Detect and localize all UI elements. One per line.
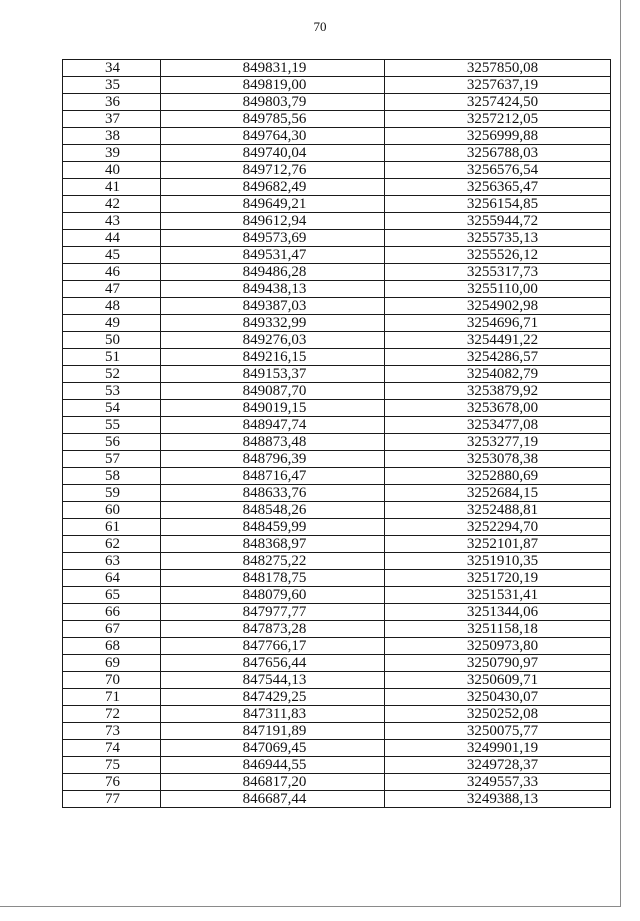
y-coordinate-cell: 3252294,70 <box>385 519 611 536</box>
point-number-cell: 73 <box>63 723 161 740</box>
x-coordinate-cell: 848633,76 <box>161 485 385 502</box>
point-number-cell: 58 <box>63 468 161 485</box>
x-coordinate-cell: 847069,45 <box>161 740 385 757</box>
y-coordinate-cell: 3252880,69 <box>385 468 611 485</box>
table-row <box>63 485 611 502</box>
table-row <box>63 757 611 774</box>
x-coordinate-cell: 848947,74 <box>161 417 385 434</box>
point-number-cell: 43 <box>63 213 161 230</box>
table-row <box>63 791 611 808</box>
y-coordinate-cell: 3250790,97 <box>385 655 611 672</box>
x-coordinate-cell: 847311,83 <box>161 706 385 723</box>
table-row <box>63 213 611 230</box>
point-number-cell: 40 <box>63 162 161 179</box>
point-number-cell: 77 <box>63 791 161 808</box>
y-coordinate-cell: 3254286,57 <box>385 349 611 366</box>
x-coordinate-cell: 849276,03 <box>161 332 385 349</box>
x-coordinate-cell: 846687,44 <box>161 791 385 808</box>
point-number-cell: 56 <box>63 434 161 451</box>
y-coordinate-cell: 3250252,08 <box>385 706 611 723</box>
table-row <box>63 77 611 94</box>
table-row <box>63 417 611 434</box>
table-row <box>63 179 611 196</box>
x-coordinate-cell: 849831,19 <box>161 60 385 77</box>
x-coordinate-cell: 849764,30 <box>161 128 385 145</box>
point-number-cell: 38 <box>63 128 161 145</box>
x-coordinate-cell: 849531,47 <box>161 247 385 264</box>
table-row <box>63 162 611 179</box>
table-row <box>63 638 611 655</box>
point-number-cell: 75 <box>63 757 161 774</box>
table-row <box>63 383 611 400</box>
x-coordinate-cell: 848368,97 <box>161 536 385 553</box>
y-coordinate-cell: 3255110,00 <box>385 281 611 298</box>
y-coordinate-cell: 3254902,98 <box>385 298 611 315</box>
point-number-cell: 62 <box>63 536 161 553</box>
table-row <box>63 672 611 689</box>
table-row <box>63 604 611 621</box>
y-coordinate-cell: 3255317,73 <box>385 264 611 281</box>
point-number-cell: 50 <box>63 332 161 349</box>
y-coordinate-cell: 3253879,92 <box>385 383 611 400</box>
y-coordinate-cell: 3254696,71 <box>385 315 611 332</box>
point-number-cell: 72 <box>63 706 161 723</box>
point-number-cell: 34 <box>63 60 161 77</box>
x-coordinate-cell: 847429,25 <box>161 689 385 706</box>
x-coordinate-cell: 846817,20 <box>161 774 385 791</box>
x-coordinate-cell: 846944,55 <box>161 757 385 774</box>
y-coordinate-cell: 3249901,19 <box>385 740 611 757</box>
point-number-cell: 52 <box>63 366 161 383</box>
y-coordinate-cell: 3249728,37 <box>385 757 611 774</box>
point-number-cell: 70 <box>63 672 161 689</box>
point-number-cell: 46 <box>63 264 161 281</box>
table-row <box>63 145 611 162</box>
x-coordinate-cell: 849649,21 <box>161 196 385 213</box>
x-coordinate-cell: 849819,00 <box>161 77 385 94</box>
table-row <box>63 621 611 638</box>
table-row <box>63 706 611 723</box>
y-coordinate-cell: 3253277,19 <box>385 434 611 451</box>
point-number-cell: 35 <box>63 77 161 94</box>
x-coordinate-cell: 847766,17 <box>161 638 385 655</box>
table-row <box>63 196 611 213</box>
point-number-cell: 67 <box>63 621 161 638</box>
y-coordinate-cell: 3257637,19 <box>385 77 611 94</box>
table-row <box>63 349 611 366</box>
point-number-cell: 66 <box>63 604 161 621</box>
y-coordinate-cell: 3251531,41 <box>385 587 611 604</box>
point-number-cell: 47 <box>63 281 161 298</box>
x-coordinate-cell: 849573,69 <box>161 230 385 247</box>
x-coordinate-cell: 849682,49 <box>161 179 385 196</box>
y-coordinate-cell: 3255526,12 <box>385 247 611 264</box>
point-number-cell: 37 <box>63 111 161 128</box>
table-row <box>63 298 611 315</box>
y-coordinate-cell: 3250075,77 <box>385 723 611 740</box>
y-coordinate-cell: 3250609,71 <box>385 672 611 689</box>
point-number-cell: 36 <box>63 94 161 111</box>
table-row <box>63 366 611 383</box>
table-row <box>63 451 611 468</box>
y-coordinate-cell: 3252101,87 <box>385 536 611 553</box>
point-number-cell: 48 <box>63 298 161 315</box>
table-row <box>63 774 611 791</box>
table-row <box>63 315 611 332</box>
table-row <box>63 655 611 672</box>
x-coordinate-cell: 848796,39 <box>161 451 385 468</box>
y-coordinate-cell: 3257850,08 <box>385 60 611 77</box>
point-number-cell: 55 <box>63 417 161 434</box>
table-row <box>63 247 611 264</box>
x-coordinate-cell: 849153,37 <box>161 366 385 383</box>
x-coordinate-cell: 849785,56 <box>161 111 385 128</box>
x-coordinate-cell: 849019,15 <box>161 400 385 417</box>
point-number-cell: 42 <box>63 196 161 213</box>
table-row <box>63 468 611 485</box>
table-row <box>63 264 611 281</box>
y-coordinate-cell: 3251158,18 <box>385 621 611 638</box>
y-coordinate-cell: 3253078,38 <box>385 451 611 468</box>
table-row <box>63 128 611 145</box>
y-coordinate-cell: 3256788,03 <box>385 145 611 162</box>
y-coordinate-cell: 3254491,22 <box>385 332 611 349</box>
point-number-cell: 60 <box>63 502 161 519</box>
table-row <box>63 60 611 77</box>
table-row <box>63 111 611 128</box>
x-coordinate-cell: 849612,94 <box>161 213 385 230</box>
y-coordinate-cell: 3250973,80 <box>385 638 611 655</box>
point-number-cell: 71 <box>63 689 161 706</box>
point-number-cell: 45 <box>63 247 161 264</box>
x-coordinate-cell: 849332,99 <box>161 315 385 332</box>
y-coordinate-cell: 3257212,05 <box>385 111 611 128</box>
y-coordinate-cell: 3249557,33 <box>385 774 611 791</box>
y-coordinate-cell: 3249388,13 <box>385 791 611 808</box>
x-coordinate-cell: 849740,04 <box>161 145 385 162</box>
y-coordinate-cell: 3256999,88 <box>385 128 611 145</box>
point-number-cell: 64 <box>63 570 161 587</box>
point-number-cell: 68 <box>63 638 161 655</box>
x-coordinate-cell: 848275,22 <box>161 553 385 570</box>
y-coordinate-cell: 3250430,07 <box>385 689 611 706</box>
table-row <box>63 723 611 740</box>
table-row <box>63 94 611 111</box>
point-number-cell: 49 <box>63 315 161 332</box>
point-number-cell: 51 <box>63 349 161 366</box>
y-coordinate-cell: 3254082,79 <box>385 366 611 383</box>
point-number-cell: 65 <box>63 587 161 604</box>
point-number-cell: 63 <box>63 553 161 570</box>
point-number-cell: 59 <box>63 485 161 502</box>
x-coordinate-cell: 848873,48 <box>161 434 385 451</box>
y-coordinate-cell: 3252488,81 <box>385 502 611 519</box>
x-coordinate-cell: 848178,75 <box>161 570 385 587</box>
table-row <box>63 587 611 604</box>
y-coordinate-cell: 3251344,06 <box>385 604 611 621</box>
y-coordinate-cell: 3255735,13 <box>385 230 611 247</box>
point-number-cell: 39 <box>63 145 161 162</box>
x-coordinate-cell: 849216,15 <box>161 349 385 366</box>
point-number-cell: 69 <box>63 655 161 672</box>
x-coordinate-cell: 848716,47 <box>161 468 385 485</box>
point-number-cell: 74 <box>63 740 161 757</box>
y-coordinate-cell: 3256154,85 <box>385 196 611 213</box>
point-number-cell: 53 <box>63 383 161 400</box>
y-coordinate-cell: 3252684,15 <box>385 485 611 502</box>
scan-bottom-line <box>0 906 621 907</box>
point-number-cell: 41 <box>63 179 161 196</box>
x-coordinate-cell: 847544,13 <box>161 672 385 689</box>
x-coordinate-cell: 848548,26 <box>161 502 385 519</box>
coordinates-table <box>62 59 611 808</box>
x-coordinate-cell: 847191,89 <box>161 723 385 740</box>
table-row <box>63 400 611 417</box>
x-coordinate-cell: 849803,79 <box>161 94 385 111</box>
page-number: 70 <box>313 19 327 34</box>
x-coordinate-cell: 848079,60 <box>161 587 385 604</box>
x-coordinate-cell: 847656,44 <box>161 655 385 672</box>
table-row <box>63 740 611 757</box>
point-number-cell: 76 <box>63 774 161 791</box>
x-coordinate-cell: 849087,70 <box>161 383 385 400</box>
y-coordinate-cell: 3253477,08 <box>385 417 611 434</box>
x-coordinate-cell: 848459,99 <box>161 519 385 536</box>
table-row <box>63 332 611 349</box>
y-coordinate-cell: 3256576,54 <box>385 162 611 179</box>
x-coordinate-cell: 847977,77 <box>161 604 385 621</box>
x-coordinate-cell: 849712,76 <box>161 162 385 179</box>
coordinates-table-body <box>63 60 611 808</box>
table-row <box>63 553 611 570</box>
y-coordinate-cell: 3251720,19 <box>385 570 611 587</box>
table-row <box>63 689 611 706</box>
y-coordinate-cell: 3255944,72 <box>385 213 611 230</box>
table-row <box>63 570 611 587</box>
x-coordinate-cell: 849486,28 <box>161 264 385 281</box>
table-row <box>63 519 611 536</box>
table-row <box>63 502 611 519</box>
y-coordinate-cell: 3251910,35 <box>385 553 611 570</box>
table-row <box>63 230 611 247</box>
x-coordinate-cell: 847873,28 <box>161 621 385 638</box>
point-number-cell: 44 <box>63 230 161 247</box>
x-coordinate-cell: 849438,13 <box>161 281 385 298</box>
table-row <box>63 281 611 298</box>
point-number-cell: 57 <box>63 451 161 468</box>
table-row <box>63 434 611 451</box>
x-coordinate-cell: 849387,03 <box>161 298 385 315</box>
table-row <box>63 536 611 553</box>
y-coordinate-cell: 3257424,50 <box>385 94 611 111</box>
point-number-cell: 54 <box>63 400 161 417</box>
y-coordinate-cell: 3256365,47 <box>385 179 611 196</box>
y-coordinate-cell: 3253678,00 <box>385 400 611 417</box>
point-number-cell: 61 <box>63 519 161 536</box>
scan-edge-line <box>620 0 621 907</box>
